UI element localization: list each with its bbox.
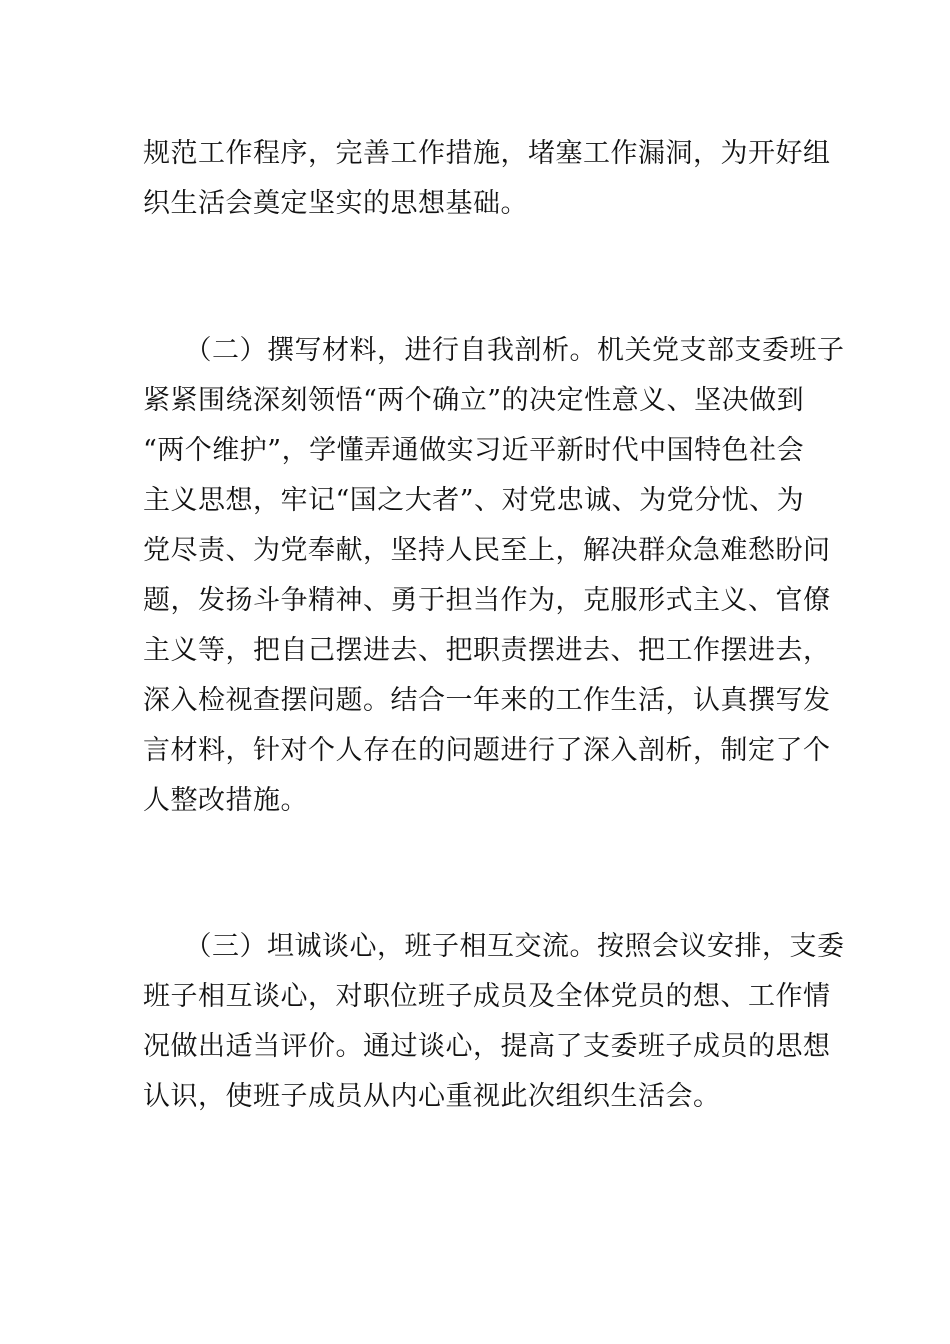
text-line: 党尽责、为党奉献，坚持人民至上，解决群众急难愁盼问 bbox=[143, 535, 831, 566]
text-line: 织生活会奠定坚实的思想基础。 bbox=[143, 188, 528, 219]
text-line: 深入检视查摆问题。结合一年来的工作生活，认真撰写发 bbox=[143, 685, 831, 716]
text-line: “两个维护”，学懂弄通做实习近平新时代中国特色社会 bbox=[143, 435, 805, 466]
text-line: 人整改措施。 bbox=[143, 785, 308, 816]
text-line: 题，发扬斗争精神、勇于担当作为，克服形式主义、官僚 bbox=[143, 585, 831, 616]
text-line: 紧紧围绕深刻领悟“两个确立”的决定性意义、坚决做到 bbox=[143, 385, 805, 416]
text-line: 主义等，把自己摆进去、把职责摆进去、把工作摆进去， bbox=[143, 635, 831, 666]
paragraph-section-2 bbox=[143, 326, 845, 826]
text-line: 认识，使班子成员从内心重视此次组织生活会。 bbox=[143, 1081, 721, 1112]
text-line: 况做出适当评价。通过谈心，提高了支委班子成员的思想 bbox=[143, 1031, 831, 1062]
paragraph-section-3 bbox=[143, 922, 845, 1122]
text-line: 规范工作程序，完善工作措施，堵塞工作漏洞，为开好组 bbox=[143, 138, 831, 169]
text-line: （二）撰写材料，进行自我剖析。机关党支部支委班子 bbox=[143, 335, 845, 366]
text-line: 言材料，针对个人存在的问题进行了深入剖析，制定了个 bbox=[143, 735, 831, 766]
text-line: 主义思想，牢记“国之大者”、对党忠诚、为党分忧、为 bbox=[143, 485, 805, 516]
text-line: 班子相互谈心，对职位班子成员及全体党员的想、工作情 bbox=[143, 981, 831, 1012]
paragraph-continuation bbox=[143, 129, 831, 229]
text-line: （三）坦诚谈心，班子相互交流。按照会议安排，支委 bbox=[143, 931, 845, 962]
